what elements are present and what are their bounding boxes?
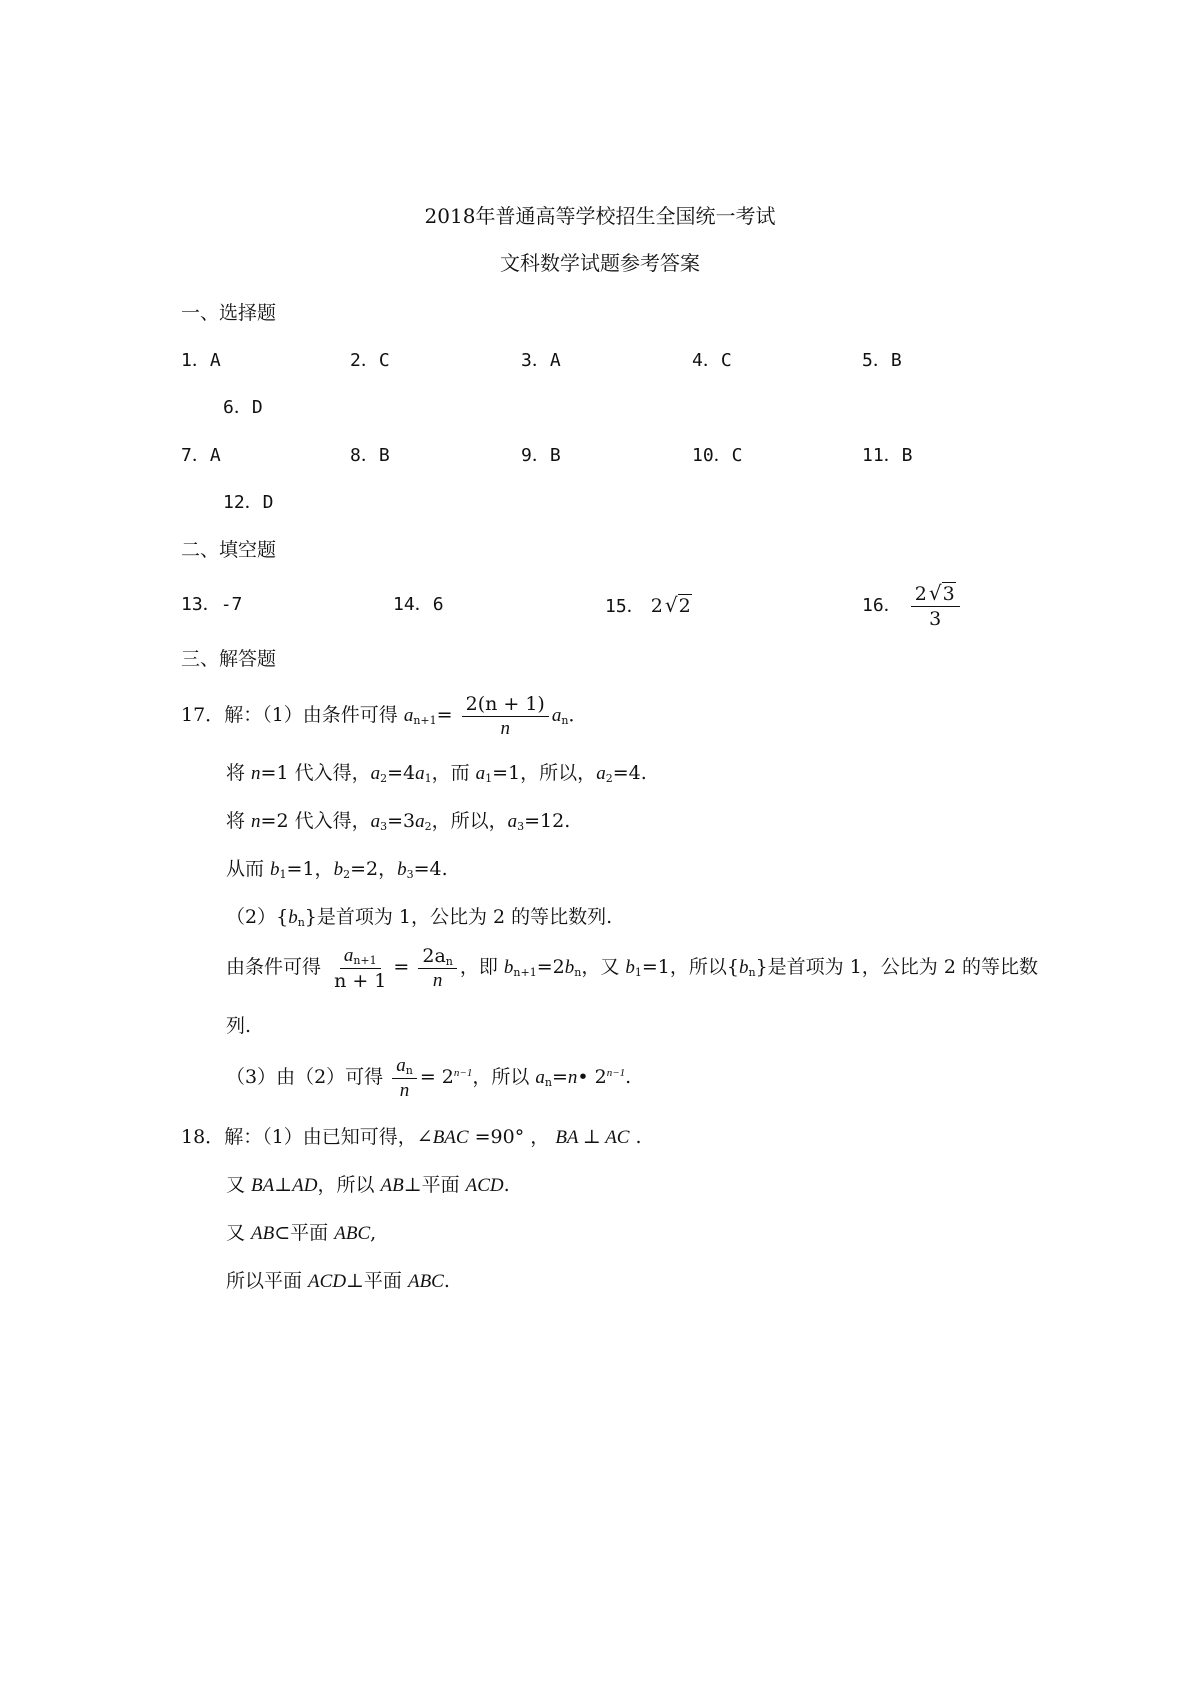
p17-l1-end: ． [568,704,588,726]
math-fragment: ABC [407,1271,444,1292]
math-fragment: 2 [380,772,388,785]
math-fragment: BA ⊥ AC [555,1127,630,1148]
p18-line-4 [226,1268,450,1295]
math-fragment: ACD [465,1175,504,1196]
blank-15-coef: 2 [650,595,663,617]
math-fragment: n [251,763,261,784]
choice-answer-2: 2．C [350,350,390,371]
p17-line-6 [226,940,1038,995]
math-fragment: b [270,859,280,880]
math-fragment: 1 [424,772,432,785]
p17-l1-denominator: n [500,717,510,739]
math-fragment: 3 [380,820,388,833]
blank-14-value: 6 [432,594,444,615]
math-fragment: 3 [406,868,414,881]
p17-number: 17． [181,704,225,726]
p17-line-5 [226,904,612,931]
p17-l1-an: a [551,705,562,726]
math-fragment: n [544,1076,552,1089]
p17-l8-fraction [392,1053,417,1103]
math-fragment: 1 [634,966,642,979]
math-fragment: n [432,969,443,991]
choice-answer-8: 8．B [350,445,390,466]
math-fragment: =2 代入得， [260,810,371,832]
blank-answer-13 [181,592,242,618]
math-fragment: ⊥平面 [403,1174,466,1196]
math-fragment: 所以平面 [226,1270,309,1292]
blank-15-number: 15． [605,596,645,617]
p17-line-1 [181,690,587,741]
choice-answer-7: 7．A [181,445,221,466]
math-fragment: 2 [605,772,613,785]
p17-l1-numerator: 2(n + 1) [462,692,549,717]
blank-13-value: -7 [220,594,243,615]
math-fragment: a [596,763,606,784]
math-fragment: ACD [308,1271,347,1292]
math-fragment: 2 [424,820,432,833]
math-fragment: n+1 [513,966,537,979]
math-fragment: 3 [517,820,525,833]
math-fragment: a [535,1067,545,1088]
math-fragment: ，而 [431,762,476,784]
math-fragment: =2 [536,956,565,978]
choice-answer-6: 6．D [223,397,263,418]
math-fragment: =4. [612,762,647,784]
math-fragment: n [567,1067,578,1088]
math-fragment: 将 [226,762,252,784]
math-fragment: =1，所以{ [641,956,739,978]
math-fragment: n [405,1064,413,1077]
math-fragment: =90° ， [468,1126,556,1148]
blank-answer-16 [862,580,963,631]
p17-line-3 [226,808,570,835]
math-fragment: n + 1 [334,970,387,992]
math-fragment: =4. [413,858,448,880]
math-fragment: = [551,1066,568,1088]
math-fragment: =12. [524,810,571,832]
math-fragment: }是首项为 1，公比为 2 的等比数列. [304,906,613,928]
p17-l8-lead: （3）由（2）可得 [226,1066,384,1088]
blank-16-denominator: 3 [929,608,942,630]
page-title: 2018年普通高等学校招生全国统一考试 [424,204,776,228]
math-fragment: ABC [334,1223,371,1244]
math-fragment: ⊂平面 [274,1222,335,1244]
math-fragment: n−1 [606,1067,626,1079]
math-fragment: • 2 [577,1066,607,1088]
math-fragment: =1 代入得， [260,762,371,784]
section-heading-choice: 一、选择题 [181,302,277,324]
math-fragment: }是首项为 1，公比为 2 的等比数 [755,956,1038,978]
choice-answer-12: 12．D [223,492,274,513]
p17-l6-right-fraction [418,944,457,993]
math-fragment: b [397,859,407,880]
p18-number: 18． [181,1126,225,1148]
math-fragment: b [564,957,575,978]
math-fragment: a [370,811,381,832]
math-fragment: 1 [279,868,287,881]
math-fragment: a [415,763,425,784]
math-fragment: b [625,957,635,978]
math-fragment: ⊥平面 [346,1270,408,1292]
p17-l1-fraction [462,692,549,741]
math-fragment: a [396,1055,406,1076]
blank-16-number: 16． [862,595,902,616]
p18-line-3 [226,1220,376,1247]
blank-14-number: 14． [393,594,433,615]
math-fragment: 解：（1）由已知可得， [224,1126,417,1148]
choice-answer-11: 11．B [862,445,913,466]
p17-l1-sub: n+1 [413,714,437,727]
math-fragment: 将 [226,810,252,832]
math-fragment: . [629,1126,642,1148]
sqrt-icon: √ [664,593,678,617]
math-fragment: a [475,763,486,784]
math-fragment: AB [251,1223,275,1244]
choice-answer-5: 5．B [862,350,902,371]
math-fragment: a [415,811,425,832]
math-fragment: =1， [286,858,334,880]
choice-answer-4: 4．C [692,350,732,371]
math-fragment: n [251,811,261,832]
p17-line-2 [226,760,647,787]
math-fragment: b [333,859,344,880]
math-fragment: . [443,1270,450,1292]
math-fragment: n+1 [353,954,377,967]
p17-line-4 [226,856,448,883]
p17-line-8 [226,1050,631,1105]
blank-13-number: 13． [181,594,221,615]
blank-16-radicand: 3 [942,583,955,605]
choice-answer-9: 9．B [521,445,561,466]
p18-line-2 [226,1172,510,1199]
math-fragment: （2）{ [226,906,289,928]
math-fragment: b [739,957,749,978]
blank-answer-14 [393,592,444,618]
math-fragment: b [503,957,514,978]
math-fragment: 又 [226,1174,252,1196]
math-fragment: . [503,1174,510,1196]
blank-16-coef: 2 [914,583,927,605]
choice-answer-10: 10．C [692,445,743,466]
p17-l6-lead: 由条件可得 [226,956,322,978]
choice-answer-1: 1．A [181,350,221,371]
math-fragment: ，又 [581,956,626,978]
p17-line-7: 列. [226,1015,252,1037]
math-fragment: =1，所以， [492,762,597,784]
p17-l1-a: a [403,705,414,726]
page-subtitle: 文科数学试题参考答案 [500,251,700,275]
blank-answer-15 [605,592,692,620]
math-fragment: . [625,1066,632,1088]
math-fragment: BA [251,1175,275,1196]
blank-15-radicand: 2 [678,595,691,617]
p17-l1-eq: = [436,704,453,726]
p17-l1-ansub: n [561,714,569,727]
math-fragment: ，所以 [472,1066,536,1088]
math-fragment: =4 [387,762,416,784]
math-fragment: AB [380,1175,404,1196]
math-fragment: =3 [387,810,416,832]
choice-answer-3: 3．A [521,350,561,371]
math-fragment: ，所以 [317,1174,381,1196]
math-fragment: n [574,966,582,979]
math-fragment: 2a [422,944,446,967]
p18-line-1 [181,1124,642,1151]
sqrt-icon: √ [928,581,942,605]
math-fragment: b [288,907,298,928]
math-fragment: ∠BAC [416,1127,469,1148]
math-fragment: , [370,1222,377,1244]
math-fragment: a [370,763,381,784]
section-heading-blank: 二、填空题 [181,539,277,561]
math-fragment: n [297,916,305,929]
p17-l6-eq: = [393,956,410,978]
math-fragment: n [399,1080,410,1101]
math-fragment: 又 [226,1222,252,1244]
math-fragment: ，所以， [431,810,508,832]
math-fragment: =2， [350,858,398,880]
math-fragment: ，即 [459,956,504,978]
math-fragment: = 2 [419,1066,454,1088]
math-fragment: a [343,945,354,966]
math-fragment: ⊥ [274,1174,293,1196]
math-fragment: 从而 [226,858,271,880]
p17-l6-left-fraction [330,943,390,993]
math-fragment: 1 [485,772,493,785]
math-fragment: n−1 [453,1067,473,1079]
math-fragment: AD [292,1175,318,1196]
section-heading-solution: 三、解答题 [181,648,277,670]
math-fragment: n [748,966,756,979]
blank-16-fraction [911,581,960,631]
math-fragment: 2 [343,868,351,881]
math-fragment: a [507,811,518,832]
p17-l1-lead: 解：（1）由条件可得 [224,704,398,726]
math-fragment: n [445,954,453,968]
